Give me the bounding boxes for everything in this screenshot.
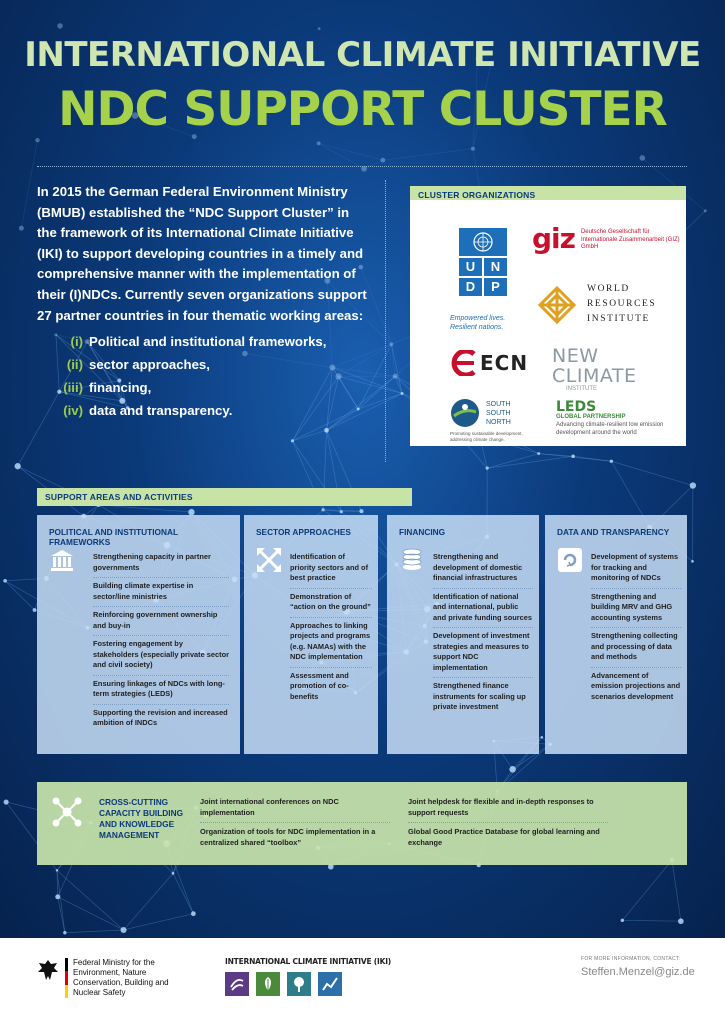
ecn-logo: [448, 350, 528, 376]
network-node: [3, 579, 7, 583]
title-line-1: INTERNATIONAL CLIMATE INITIATIVE: [24, 35, 701, 75]
crosscutting-item: Organization of tools for NDC implementation in a centralized shared “toolbox”: [200, 827, 376, 847]
crosscutting-right: [408, 797, 608, 856]
activity-item: Approaches to linking projects and programs (e.g. NAMAs) with the NDC implementation: [290, 618, 372, 668]
leds-tagline: Advancing climate-resilient low emission development around the world: [556, 422, 664, 436]
network-node: [63, 931, 66, 934]
network-node: [380, 158, 385, 163]
undp-letter: U: [459, 258, 482, 276]
network-line: [364, 160, 383, 169]
newclimate-logo: [552, 346, 686, 392]
network-line: [487, 456, 573, 468]
network-node: [19, 226, 24, 231]
ecn-name: ECN: [480, 351, 529, 375]
title-line-2: NDC SUPPORT CLUSTER: [58, 82, 667, 137]
intro-paragraph: In 2015 the German Federal Environment Ministry (BMUB) established the “NDC Support Cluster” in the framework of its International Climate Initiative (IKI) to support developing countries in a timely and comprehensive manner with the implementation of their (I)NDCs. Currently seven organizations support 27 partner countries in four thematic working areas:: [37, 184, 367, 323]
network-node: [121, 927, 127, 933]
activity-item: Assessment and promotion of co-benefits: [290, 670, 349, 701]
activity-item: Development of investment strategies and measures to support NDC implementation: [433, 628, 533, 678]
wri-emblem-icon: [537, 285, 577, 325]
network-node: [172, 872, 175, 875]
bmub-logo: [37, 958, 193, 998]
ssn-tagline: Promoting sustainable development, addressing climate change.: [450, 431, 523, 442]
contact-label: FOR MORE INFORMATION, CONTACT:: [581, 956, 681, 962]
ecn-emblem-icon: [448, 350, 476, 376]
network-line: [124, 873, 173, 930]
undp-tagline-1: Empowered lives.: [450, 315, 506, 322]
leds-sub: GLOBAL PARTNERSHIP: [556, 414, 626, 420]
iki-wind-icon: [225, 972, 249, 996]
activity-item: Building climate expertise in sector/line ministries: [93, 578, 229, 607]
activity-item: Strengthening and development of domestic financial infrastructures: [433, 549, 533, 589]
area-label: Political and institutional frameworks,: [89, 334, 327, 350]
column-data: [545, 515, 687, 754]
network-line: [341, 511, 361, 512]
network-node: [35, 138, 39, 142]
wri-text: [587, 282, 656, 327]
column-title: POLITICAL AND INSTITUTIONAL FRAMEWORKS: [49, 527, 178, 547]
network-line: [672, 860, 681, 921]
activity-item: Demonstration of “action on the ground”: [290, 589, 372, 618]
network-node: [401, 392, 404, 395]
network-node: [704, 209, 707, 212]
network-node: [571, 454, 575, 458]
ssn-line: SOUTH: [486, 400, 511, 408]
wri-line: INSTITUTE: [587, 314, 650, 324]
network-line: [173, 873, 193, 913]
ssn-row: [450, 398, 540, 428]
leds-title: LEDS: [556, 399, 597, 415]
contact-email[interactable]: Steffen.Menzel@giz.de: [581, 966, 695, 978]
network-node: [4, 799, 9, 804]
network-line: [391, 344, 402, 393]
area-item: [37, 330, 367, 353]
crosscutting-item: Joint helpdesk for flexible and in-depth responses to support requests: [408, 797, 608, 823]
iki-logo: [225, 957, 391, 996]
area-num: (ii): [66, 357, 83, 373]
column-items: [591, 549, 681, 706]
sector-arrows-icon: [256, 547, 282, 573]
activity-item: Supporting the revision and increased ambition of INDCs: [93, 707, 228, 727]
network-line: [21, 140, 37, 228]
network-node: [359, 509, 363, 513]
activity-item: Identification of national and international, public and private funding sources: [433, 589, 533, 629]
activity-item: Strengthening collecting and processing of data and methods: [591, 628, 681, 668]
column-items: [290, 549, 372, 706]
undp-letter: D: [459, 278, 482, 296]
network-node: [317, 141, 321, 145]
network-node: [639, 155, 645, 161]
network-node: [486, 467, 489, 470]
leds-logo: [556, 400, 666, 437]
iki-tree-icon: [287, 972, 311, 996]
ministry-name: Federal Ministry for the Environment, Nature Conservation, Building and Nuclear Safety: [73, 958, 169, 997]
network-node: [471, 147, 475, 151]
area-item: [37, 399, 367, 422]
divider-vertical: [385, 180, 386, 462]
network-node: [57, 23, 63, 29]
network-node: [56, 869, 58, 871]
activity-item: Strengthening capacity in partner governments: [93, 549, 229, 578]
column-items: [93, 549, 229, 733]
areas-list: [37, 330, 367, 422]
ssn-logo: [450, 398, 540, 443]
area-num: (i): [70, 334, 83, 350]
intro: [37, 182, 367, 422]
divider-top: [37, 166, 687, 167]
network-node: [322, 508, 325, 511]
column-title: FINANCING: [399, 527, 446, 537]
network-node: [318, 27, 321, 30]
contact-info: [581, 956, 695, 978]
network-line: [65, 930, 124, 933]
area-num: (iv): [63, 403, 83, 419]
crosscutting-item: Joint international conferences on NDC implementation: [200, 797, 390, 823]
network-node: [509, 766, 516, 773]
undp-tagline-2: Resilient nations.: [450, 324, 504, 331]
network-line: [539, 454, 573, 457]
network-node: [389, 342, 393, 346]
activity-item: Advancement of emission projections and scenarios development: [591, 670, 681, 701]
network-line: [487, 454, 539, 469]
network-node: [537, 452, 540, 455]
federal-eagle-icon: [37, 958, 59, 982]
network-node: [541, 736, 544, 739]
network-node: [340, 510, 343, 513]
cluster-heading: CLUSTER ORGANIZATIONS: [410, 186, 686, 204]
area-item: [37, 353, 367, 376]
ssn-emblem-icon: [450, 398, 480, 428]
network-node: [621, 919, 624, 922]
column-items: [433, 549, 533, 717]
newclimate-sub: INSTITUTE: [566, 386, 597, 392]
undp-letters: [459, 258, 507, 296]
activity-item: Strengthening and building MRV and GHG accounting systems: [591, 589, 681, 629]
ssn-line: SOUTH: [486, 409, 511, 417]
activity-item: Fostering engagement by stakeholders (especially private sector and civil society): [93, 636, 229, 676]
network-line: [622, 860, 672, 920]
wri-line: WORLD: [587, 284, 630, 294]
giz-mark: giz: [532, 222, 575, 255]
giz-logo: [532, 224, 681, 254]
network-node: [393, 374, 398, 379]
network-line: [473, 149, 480, 190]
column-title: DATA AND TRANSPARENCY: [557, 527, 670, 537]
iki-chart-icon: [318, 972, 342, 996]
crosscutting-title: CROSS-CUTTING CAPACITY BUILDING AND KNOWLEDGE MANAGEMENT: [99, 797, 184, 840]
network-node: [55, 894, 60, 899]
activity-item: Ensuring linkages of NDCs with long-term strategies (LEDS): [93, 676, 229, 705]
newclimate-name: NEW CLIMATE: [552, 345, 637, 387]
network-node: [33, 608, 37, 612]
network-node: [690, 482, 696, 488]
data-cycle-icon: [557, 547, 583, 573]
network-line: [124, 914, 194, 930]
german-flag-stripe: [65, 958, 68, 998]
area-label: data and transparency.: [89, 403, 233, 419]
giz-text: Deutsche Gesellschaft für Internationale Zusammenarbeit (GIZ) GmbH: [580, 229, 680, 250]
column-political: [37, 515, 240, 754]
iki-leaf-icon: [256, 972, 280, 996]
column-financing: [387, 515, 539, 754]
network-line: [58, 897, 124, 930]
network-line: [319, 143, 383, 160]
coins-icon: [399, 547, 425, 573]
column-title: SECTOR APPROACHES: [256, 527, 351, 537]
crosscutting-left: [200, 797, 390, 856]
network-line: [319, 143, 364, 168]
undp-letter: P: [484, 278, 507, 296]
network-line: [57, 870, 124, 930]
support-heading: SUPPORT AREAS AND ACTIVITIES: [37, 488, 412, 506]
crosscutting-panel: [37, 782, 687, 865]
network-line: [383, 149, 473, 160]
iki-label: INTERNATIONAL CLIMATE INITIATIVE (IKI): [225, 957, 392, 966]
network-node: [291, 439, 294, 442]
activity-item: Development of systems for tracking and monitoring of NDCs: [591, 549, 681, 589]
ssn-text: [486, 400, 511, 427]
activity-item: Strengthened finance instruments for scaling up private investment: [433, 681, 526, 711]
network-node: [191, 911, 196, 916]
activity-item: Identification of priority sectors and of best practice: [290, 549, 372, 589]
network-node: [15, 463, 21, 469]
iki-icons: [225, 972, 391, 996]
undp-tagline: [450, 314, 505, 332]
network-node: [324, 428, 329, 433]
network-line: [622, 920, 681, 921]
activity-item: Reinforcing government ownership and buy-in: [93, 607, 229, 636]
area-label: sector approaches,: [89, 357, 210, 373]
area-num: (iii): [63, 380, 83, 396]
area-label: financing,: [89, 380, 152, 396]
network-nodes-icon: [51, 796, 83, 828]
ssn-line: NORTH: [486, 418, 511, 426]
area-item: [37, 376, 367, 399]
un-globe-icon: [459, 228, 507, 256]
column-sector: [244, 515, 378, 754]
network-line: [57, 870, 65, 932]
network-line: [573, 456, 611, 461]
cluster-organizations: [410, 200, 686, 446]
institution-icon: [49, 547, 75, 573]
undp-logo: [459, 228, 507, 296]
network-node: [691, 560, 694, 563]
network-node: [610, 460, 613, 463]
footer: [0, 938, 725, 1024]
crosscutting-item: Global Good Practice Database for global learning and exchange: [408, 827, 600, 847]
wri-line: RESOURCES: [587, 299, 657, 309]
network-node: [678, 918, 684, 924]
undp-letter: N: [484, 258, 507, 276]
wri-logo: [537, 282, 656, 327]
